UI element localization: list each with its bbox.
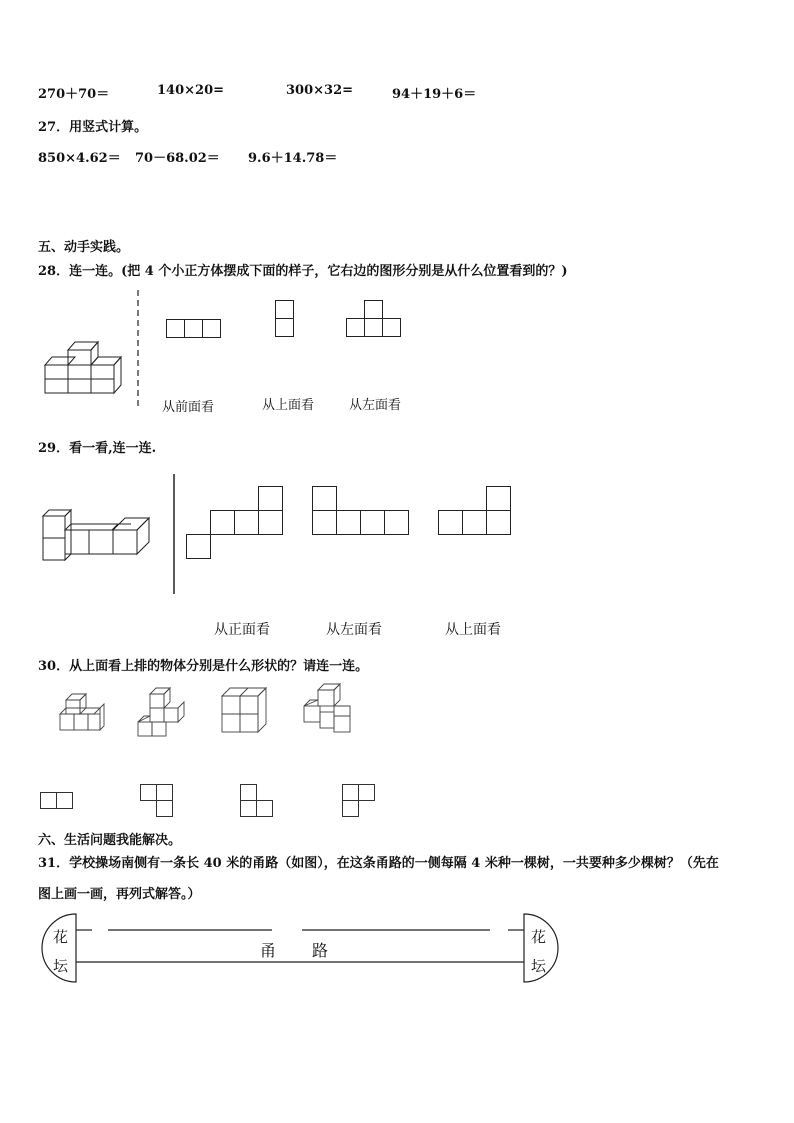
q27-title: 27．用竖式计算。 — [38, 120, 148, 135]
q29-view-b-l-shape — [312, 486, 416, 540]
section-5-title: 五、动手实践。 — [38, 240, 130, 255]
q27-expr-3: 9.6＋14.78＝ — [248, 151, 338, 166]
q28-view-a-three-squares — [166, 319, 222, 339]
q28-label-top: 从上面看 — [262, 398, 315, 413]
q31-road-diagram — [40, 912, 562, 984]
q30-title: 30．从上面看上排的物体分别是什么形状的？请连一连。 — [38, 659, 369, 674]
q29-title: 29．看一看,连一连. — [38, 441, 157, 456]
q30-shape-d — [342, 784, 378, 820]
q30-shape-b — [140, 784, 176, 820]
section-6-title: 六、生活问题我能解决。 — [38, 833, 182, 848]
q29-label-front: 从正面看 — [214, 622, 270, 638]
q30-shape-a — [40, 792, 76, 810]
expr-94-plus-19-plus-6: 94＋19＋6＝ — [392, 87, 477, 102]
q29-label-top: 从上面看 — [445, 622, 501, 638]
q31-road-label-1: 甬 — [260, 941, 277, 960]
q28-view-c-t-shape — [346, 300, 404, 340]
q29-cube-stack-figure — [42, 508, 154, 564]
q30-object-1 — [56, 692, 106, 734]
q27-expr-1: 850×4.62＝ — [38, 151, 121, 166]
q30-object-4 — [300, 682, 356, 738]
q31-left-flowerbed-char-2: 坛 — [53, 957, 69, 975]
q28-cube-stack-figure — [40, 334, 130, 398]
q30-shape-c — [240, 784, 276, 820]
q28-view-b-two-squares-vertical — [275, 300, 295, 340]
q31-text-line-2: 图上画一画，再列式解答。） — [38, 887, 201, 902]
q28-title: 28．连一连。(把 4 个小正方体摆成下面的样子，它右边的图形分别是从什么位置看到的？) — [38, 264, 568, 279]
q31-right-flowerbed-char-2: 坛 — [531, 957, 547, 975]
expr-140-times-20: 140×20= — [157, 83, 225, 98]
q30-object-2 — [136, 686, 188, 738]
q29-label-left: 从左面看 — [326, 622, 382, 638]
q28-divider-dashed-line — [136, 290, 140, 410]
q31-left-flowerbed-char-1: 花 — [53, 928, 69, 946]
q31-right-flowerbed-char-1: 花 — [531, 928, 547, 946]
q30-object-3 — [220, 686, 272, 736]
q29-divider-line — [172, 474, 176, 596]
q27-expr-2: 70－68.02＝ — [135, 151, 220, 166]
q28-label-left: 从左面看 — [349, 398, 402, 413]
q31-text-line-1: 31．学校操场南侧有一条长 40 米的甬路（如图），在这条甬路的一侧每隔 4 米种一棵树，一共要种多少棵树？（先在 — [38, 856, 719, 871]
q31-road-label-2: 路 — [312, 941, 329, 960]
expr-270-plus-70: 270＋70＝ — [38, 87, 110, 102]
q29-view-c-l-shape — [436, 486, 516, 540]
q29-view-a-staircase — [184, 486, 284, 562]
expr-300-times-32: 300×32= — [286, 83, 354, 98]
q28-label-front: 从前面看 — [162, 400, 215, 415]
